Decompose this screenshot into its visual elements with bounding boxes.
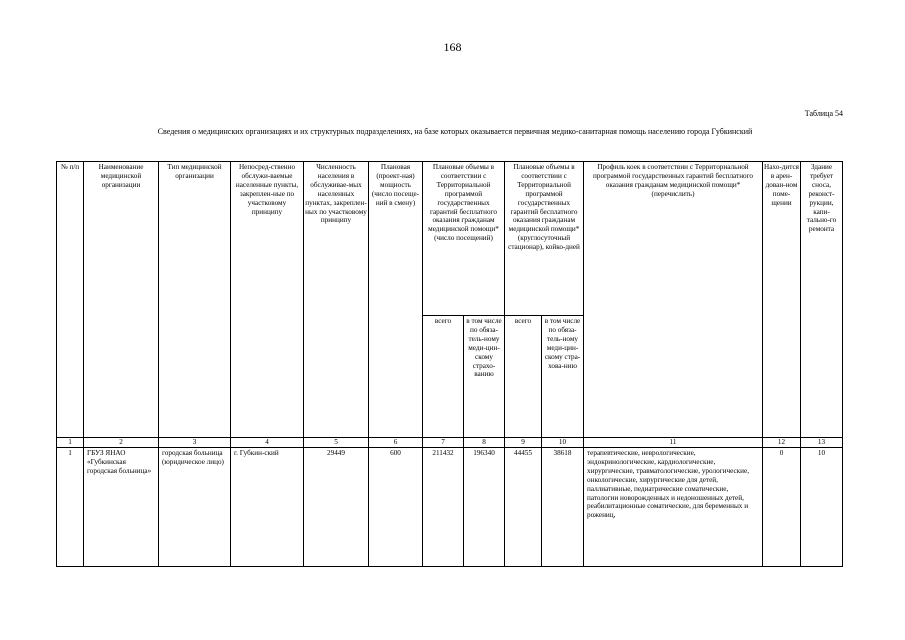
column-number: 12 — [763, 438, 801, 448]
column-number: 4 — [231, 438, 304, 448]
subheader-beddays-oms: в том числе по обяза-тель-ному меди-цин-скому стра-хова-нию — [542, 316, 584, 438]
header-repair: Здание требует сноса, реконст-рукции, капи-тально-го ремонта — [801, 162, 843, 438]
column-number: 10 — [542, 438, 584, 448]
column-number: 7 — [423, 438, 464, 448]
column-number: 3 — [159, 438, 231, 448]
header-planned-bed-days: Плановые объемы в соответствии с Территориальной программой государственных гарантий бесплатного оказания гражданам медицинской помощи* (круглосуточный стационар), койко-дней — [505, 162, 584, 316]
beddays-total: 44455 — [505, 448, 542, 567]
capacity: 600 — [369, 448, 423, 567]
header-planned-visits: Плановые объемы в соответствии с Территориальной программой государственных гарантий бесплатного оказания гражданам медицинской помощи* (число посещений) — [423, 162, 505, 316]
organization-name: ГБУЗ ЯНАО «Губкинская городская больница» — [84, 448, 159, 567]
visits-oms: 196340 — [464, 448, 505, 567]
column-number-row — [57, 438, 843, 448]
organization-type: городская больница (юридическое лицо) — [159, 448, 231, 567]
population: 29449 — [304, 448, 369, 567]
row-number: 1 — [57, 448, 84, 567]
column-number: 6 — [369, 438, 423, 448]
page-number: 168 — [443, 40, 462, 54]
column-number: 2 — [84, 438, 159, 448]
column-number: 5 — [304, 438, 369, 448]
header-number: № п/п — [57, 162, 84, 438]
header-organization-type: Тип медицинской организации — [159, 162, 231, 438]
bed-profile: терапевтические, неврологические, эндокринологические, кардиологические, хирургические, травматологические, урологические, онкологические, хирургические для детей, паллиативные, педиатрические соматические, патологии новорожденных и недоношенных детей, реабилитационные соматические, для беременных и рожениц, — [584, 448, 763, 567]
beddays-oms: 38618 — [542, 448, 584, 567]
header-organization-name: Наименование медицинской организации — [84, 162, 159, 438]
visits-total: 211432 — [423, 448, 464, 567]
header-bed-profile: Профиль коек в соответствии с Территориальной программой государственных гарантий бесплатного оказания гражданам медицинской помощи* (перечислить) — [584, 162, 763, 438]
subheader-visits-oms: в том числе по обяза-тель-ному меди-цин-скому страхо-ванию — [464, 316, 505, 438]
column-number: 1 — [57, 438, 84, 448]
settlements: г. Губкин-ский — [231, 448, 304, 567]
header-population: Численность населения в обслуживае-мых населенных пунктах, закреплен-ных по участковому принципу — [304, 162, 369, 438]
column-number: 8 — [464, 438, 505, 448]
header-capacity: Плановая (проект-ная) мощность (число посеще-ний в смену) — [369, 162, 423, 438]
column-number: 9 — [505, 438, 542, 448]
repair: 10 — [801, 448, 843, 567]
table-row — [57, 448, 843, 567]
subheader-beddays-total: всего — [505, 316, 542, 438]
table-caption: Сведения о медицинских организациях и их структурных подразделениях, на базе которых оказывается первичная медико-санитарная помощь населению города Губкинский — [157, 127, 753, 136]
subheader-visits-total: всего — [423, 316, 464, 438]
column-number: 11 — [584, 438, 763, 448]
column-number: 13 — [801, 438, 843, 448]
header-rented: Нахо-дится в арен-дован-ном поме-щении — [763, 162, 801, 438]
medical-organizations-table — [56, 161, 843, 567]
header-row — [57, 162, 843, 316]
rented: 0 — [763, 448, 801, 567]
table-label: Таблица 54 — [804, 109, 843, 118]
header-settlements: Непосред-ственно обслужи-ваемые населенные пункты, закреплен-ные по участковому принципу — [231, 162, 304, 438]
